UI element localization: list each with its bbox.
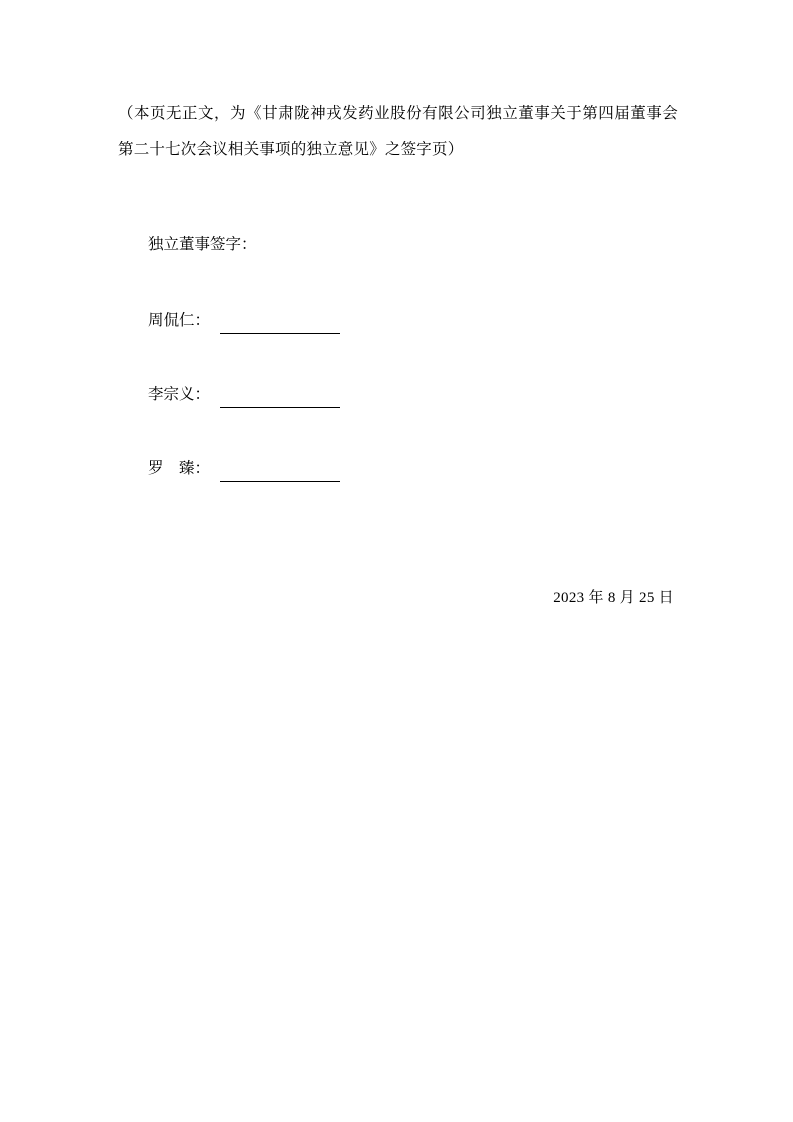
signature-line: [220, 464, 340, 482]
signer-name: 李宗义：: [148, 386, 211, 403]
signature-line: [220, 390, 340, 408]
intro-paragraph: （本页无正文，为《甘肃陇神戎发药业股份有限公司独立董事关于第四届董事会第二十七次会议相关事项的独立意见》之签字页）: [118, 105, 678, 158]
signature-row: [148, 308, 678, 334]
signer-name: 罗 臻：: [148, 460, 211, 477]
signer-name: 周侃仁：: [148, 312, 211, 329]
signature-section-title: 独立董事签字：: [148, 236, 257, 253]
document-date: 2023 年 8 月 25 日: [553, 590, 674, 606]
signature-line: [220, 316, 340, 334]
signature-row: [148, 456, 678, 482]
document-content: [118, 96, 678, 607]
signature-row: [148, 382, 678, 408]
